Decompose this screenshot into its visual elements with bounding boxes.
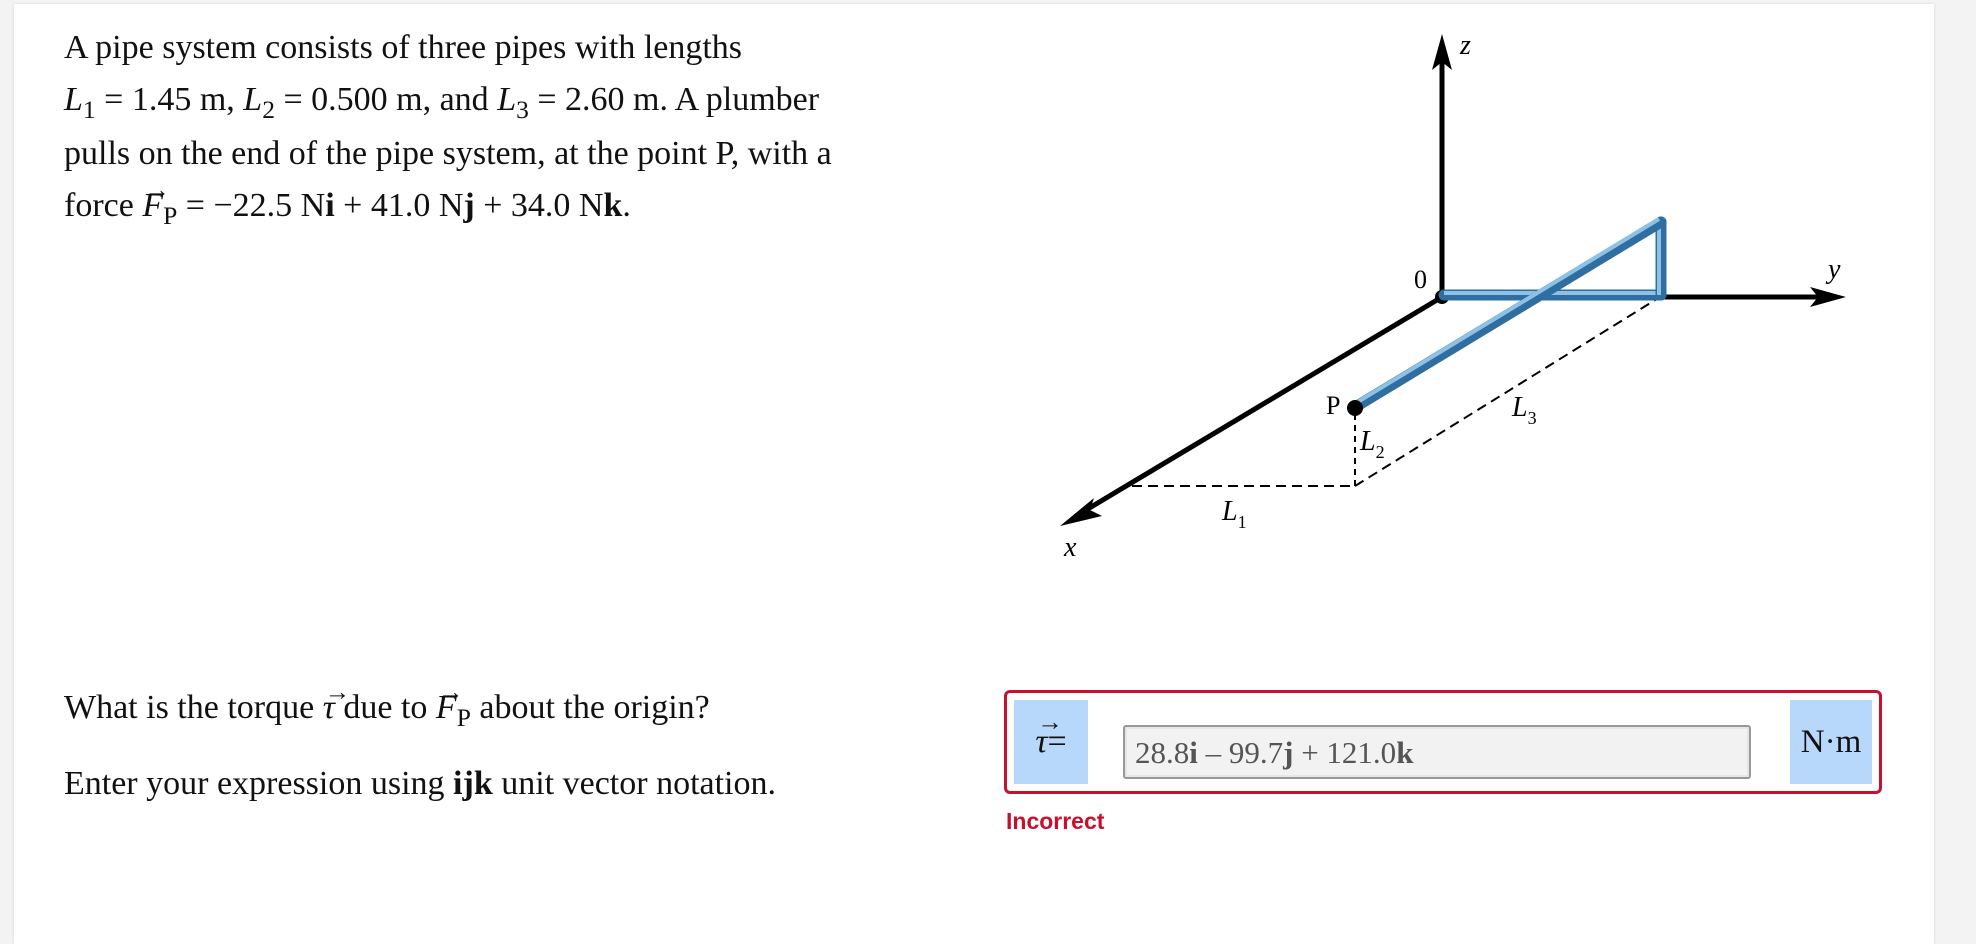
pipe-system-figure	[1020, 20, 1880, 580]
x-axis	[1076, 297, 1442, 516]
answer-value-1: 28.8	[1135, 735, 1190, 770]
L2-subscript: 2	[262, 94, 275, 124]
unit-j: j	[463, 187, 475, 224]
point-P-label: P	[1326, 391, 1341, 420]
pipe-segment-x	[1357, 222, 1661, 406]
force-word: force	[64, 187, 143, 224]
L1-value: = 1.45 m,	[95, 81, 244, 118]
question-line	[64, 686, 964, 732]
L2-symbol: L	[243, 81, 263, 118]
force-vector-symbol-q: → F	[436, 686, 457, 730]
answer-value-3: + 121.0	[1293, 735, 1397, 770]
instruction-pre: Enter your expression using	[64, 765, 454, 802]
instruction-bold: ijk	[453, 765, 493, 802]
question-prompt	[64, 686, 964, 836]
L3-subscript: 3	[516, 94, 529, 124]
L3-label: $L_3$	[1512, 392, 1537, 428]
unit-k: k	[603, 187, 623, 224]
L3-symbol: L	[497, 81, 517, 118]
L3-value: = 2.60 m. A plumber	[528, 81, 820, 118]
answer-unit-i: i	[1189, 735, 1198, 770]
origin-label: 0	[1414, 265, 1427, 294]
L2-value: = 0.500 m, and	[274, 81, 498, 118]
force-subscript-q: P	[456, 702, 471, 732]
answer-equals: =	[1047, 723, 1067, 760]
y-axis-label: y	[1828, 254, 1841, 285]
L2-label: $L_2$	[1360, 426, 1385, 462]
question-mid: due to	[334, 689, 436, 726]
problem-line-1: A pipe system consists of three pipes with lengths	[64, 29, 743, 66]
L1-symbol: L	[64, 81, 83, 118]
problem-line-2	[64, 74, 944, 128]
problem-statement	[64, 22, 944, 234]
problem-line-4	[64, 180, 944, 234]
question-post: about the origin?	[470, 689, 710, 726]
L1-subscript: 1	[82, 94, 96, 124]
torque-symbol: → τ	[323, 686, 335, 730]
pipe-segment-x-highlight	[1356, 219, 1659, 403]
problem-line-3: pulls on the end of the pipe system, at the point P, with a	[64, 135, 832, 172]
x-axis-label: x	[1064, 532, 1077, 563]
force-vector-symbol: → F	[142, 180, 163, 232]
instruction-line	[64, 762, 964, 806]
L1-label: $L_1$	[1222, 496, 1247, 532]
point-P	[1347, 400, 1363, 416]
question-pre: What is the torque	[64, 689, 323, 726]
force-mid-1: + 41.0 N	[334, 187, 464, 224]
force-end: .	[622, 187, 631, 224]
answer-unit-j: j	[1283, 735, 1294, 770]
instruction-post: unit vector notation.	[492, 765, 777, 802]
answer-box	[1004, 690, 1882, 794]
force-eq: = −22.5 N	[177, 187, 326, 224]
answer-lhs-label	[1014, 700, 1088, 784]
unit-i: i	[325, 187, 335, 224]
answer-units-label: N·m	[1790, 700, 1872, 784]
answer-input-field[interactable]	[1123, 725, 1751, 779]
force-mid-2: + 34.0 N	[474, 187, 604, 224]
force-subscript: P	[163, 200, 178, 230]
answer-unit-k: k	[1396, 735, 1414, 770]
answer-status: Incorrect	[1006, 808, 1105, 834]
dashed-guide-L3	[1355, 297, 1660, 486]
z-axis-label: z	[1460, 30, 1471, 61]
pipes	[1356, 219, 1661, 406]
answer-value-2: – 99.7	[1197, 735, 1284, 770]
answer-torque-symbol: → τ	[1035, 723, 1047, 761]
